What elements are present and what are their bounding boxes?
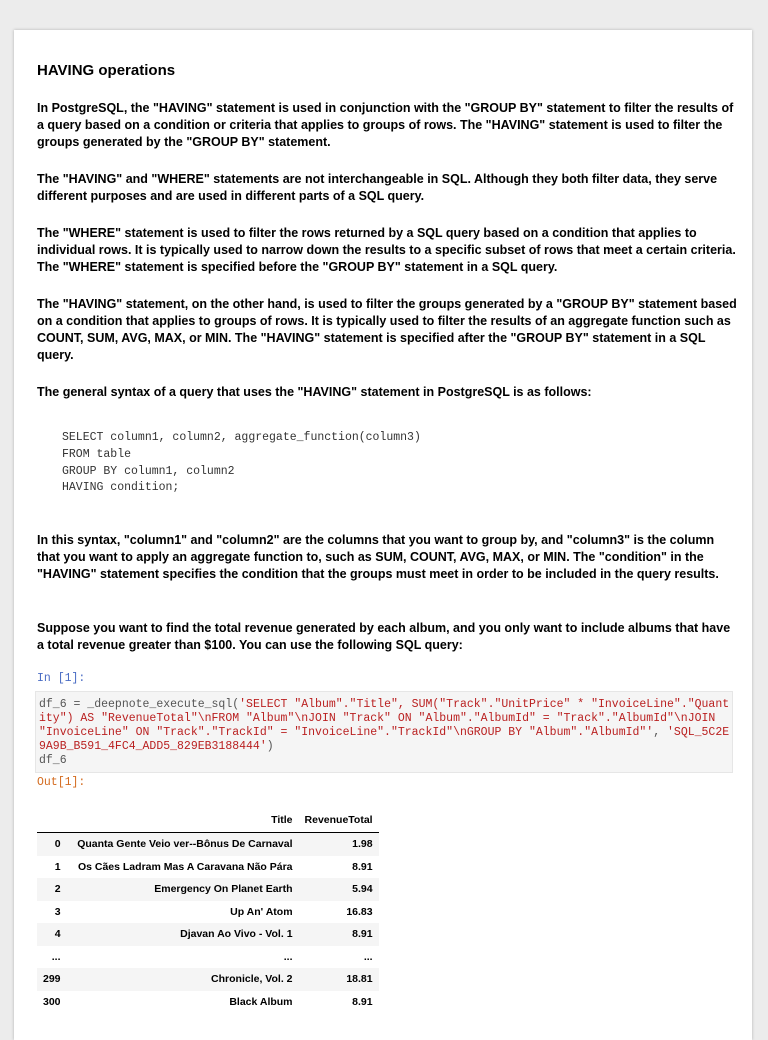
- notebook-page: [14, 30, 752, 1040]
- table-row: [37, 878, 379, 901]
- table-row-ellipsis: [37, 946, 379, 969]
- code-suffix: ) df_6: [39, 740, 274, 767]
- output-prompt: Out[1]:: [37, 776, 86, 789]
- row-revenue: 1.98: [352, 838, 373, 851]
- section-heading: HAVING operations: [37, 62, 176, 79]
- row-index: 0: [54, 838, 61, 851]
- row-revenue: 8.91: [352, 995, 373, 1008]
- syntax-code-block: SELECT column1, column2, aggregate_function(column3) FROM table GROUP BY column1, column2 HAVING condition;: [62, 431, 421, 495]
- code-prefix: df_6 = _deepnote_execute_sql(: [39, 698, 240, 711]
- table-row: [37, 901, 379, 924]
- row-index: 1: [54, 860, 61, 873]
- table-row: [37, 833, 379, 856]
- paragraph-syntax-intro: The general syntax of a query that uses the "HAVING" statement in PostgreSQL is as follows:: [37, 385, 592, 399]
- row-index: 299: [43, 973, 61, 986]
- row-revenue: 16.83: [346, 905, 373, 918]
- paragraph-not-interchangeable: The "HAVING" and "WHERE" statements are not interchangeable in SQL. Although they both filter data, they serve different purposes and are used in different parts of a SQL query.: [37, 172, 718, 203]
- row-revenue: 8.91: [352, 860, 373, 873]
- row-revenue: 5.94: [352, 883, 373, 896]
- paragraph-having-intro: In PostgreSQL, the "HAVING" statement is used in conjunction with the "GROUP BY" statement to filter the results of a query based on a condition or criteria that applies to groups of rows. The "HAVING" statement is used to filter the groups generated by the "GROUP BY" statement.: [37, 101, 734, 149]
- row-title: Black Album: [229, 995, 293, 1008]
- table-row: [37, 991, 379, 1014]
- row-title: Os Cães Ladram Mas A Caravana Não Pára: [77, 860, 293, 873]
- row-index: 300: [43, 995, 61, 1008]
- row-title: Djavan Ao Vivo - Vol. 1: [180, 928, 293, 941]
- code-separator: ,: [653, 726, 668, 739]
- row-index: 2: [54, 883, 61, 896]
- row-title: ...: [283, 950, 293, 963]
- row-revenue: 8.91: [352, 928, 373, 941]
- table-header-row: [37, 808, 379, 833]
- row-index: 4: [54, 928, 61, 941]
- row-title: Emergency On Planet Earth: [154, 883, 293, 896]
- table-header-index: [37, 808, 69, 833]
- code-sql-string: 'SELECT "Album"."Title", SUM("Track"."UnitPrice" * "InvoiceLine"."Quantity") AS "RevenueTotal"\nFROM "Album"\nJOIN "Track" ON "Album"."AlbumId" = "Track"."AlbumId"\nJOIN "InvoiceLine" ON "Track"."TrackId" = "InvoiceLine"."TrackId"\nGROUP BY "Album"."AlbumId"': [39, 698, 730, 739]
- paragraph-having-detail: The "HAVING" statement, on the other hand, is used to filter the groups generated by a "GROUP BY" statement based on a condition that applies to groups of rows. It is typically used to filter the results of an aggregate function such as COUNT, SUM, AVG, MAX, or MIN. The "HAVING" statement is specified after the "GROUP BY" statement in a SQL query.: [37, 297, 737, 362]
- table-row: [37, 923, 379, 946]
- paragraph-example-intro: Suppose you want to find the total revenue generated by each album, and you only want to include albums that have a total revenue greater than $100. You can use the following SQL query:: [37, 621, 731, 652]
- code-variable-string: 'SQL_5C2E9A9B_B591_4FC4_ADD5_829EB3188444': [39, 726, 730, 753]
- paragraph-where: The "WHERE" statement is used to filter the rows returned by a SQL query based on a condition that applies to individual rows. It is typically used to narrow down the results to a specific subset of rows that meet a certain criteria. The "WHERE" statement is specified before the "GROUP BY" statement in a SQL query.: [37, 226, 736, 274]
- row-index: ...: [51, 950, 61, 963]
- table-row: [37, 968, 379, 991]
- input-prompt: In [1]:: [37, 672, 86, 685]
- dataframe-output-table: [37, 808, 379, 1013]
- row-title: Up An' Atom: [230, 905, 293, 918]
- paragraph-syntax-explanation: In this syntax, "column1" and "column2" are the columns that you want to group by, and "column3" is the column that you want to apply an aggregate function to, such as SUM, COUNT, AVG, MAX, or MIN. The "condition" in the "HAVING" statement specifies the condition that the groups must meet in order to be included in the query results.: [37, 533, 719, 581]
- table-header-revenue: RevenueTotal: [299, 808, 379, 833]
- row-title: Quanta Gente Veio ver--Bônus De Carnaval: [77, 838, 293, 851]
- row-title: Chronicle, Vol. 2: [211, 973, 293, 986]
- table-header-title: Title: [69, 808, 299, 833]
- table-row: [37, 856, 379, 879]
- row-revenue: ...: [363, 950, 373, 963]
- row-revenue: 18.81: [346, 973, 373, 986]
- code-cell-input[interactable]: [35, 691, 733, 773]
- row-index: 3: [54, 905, 61, 918]
